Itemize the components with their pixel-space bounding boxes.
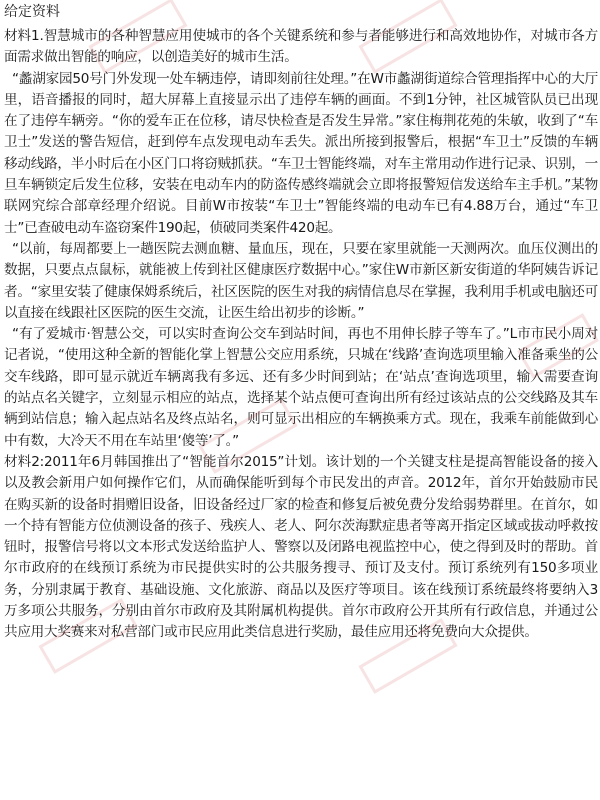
paragraph-vehicle: “蠡湖家园50号门外发现一处车辆违停，请即刻前往处理。”在W市蠡湖街道综合管理指挥中心的大厅里，语音播报的同时，超大屏幕上直接显示出了违停车辆的画面。不到1分钟，社区城管队员已出现在了违停车辆旁。“你的爱车正在位移，请尽快检查是否发生异常。”家住梅荆花苑的朱敏，收到了“车卫士”发送的警告短信，赶到停车点发现电动车丢失。派出所接到报警后，根据“车卫士”反馈的车辆移动线路，半小时后在小区门口将窃贼抓获。“车卫士智能终端，对车主常用动作进行记录、识别，一旦车辆锁定后发生位移，安装在电动车内的防盗传感终端就会立即将报警短信发送给车主手机。”某物联网究综合部章经理介绍说。目前W市按装“车卫士”智能终端的电动车已有4.88万台，通过“车卫士”已查破电动车盗窃案件190起，侦破同类案件420起。	[4, 70, 598, 236]
document-title: 给定资料	[4, 4, 60, 20]
document-body	[4, 26, 598, 644]
paragraph-health: “以前，每周都要上一趟医院去测血糖、量血压，现在，只要在家里就能一天测两次。血压仪测出的数据，只要点点鼠标，就能被上传到社区健康医疗数据中心。”家住W市新区新安街道的华阿姨告诉记者。“家里安装了健康保姆系统后，社区医院的医生对我的病情信息尽在掌握，我利用手机或电脑还可以直接在线跟社区医院的医生交流，让医生给出初步的诊断。”	[4, 240, 598, 321]
paragraph-material-2: 材料2:2011年6月韩国推出了“智能首尔2015”计划。该计划的一个关键支柱是提高智能设备的接入以及教会新用户如何操作它们，从而确保能听到每个市民发出的声音。2012年，首尔开始鼓励市民在购买新的设备时捐赠旧设备，旧设备经过厂家的检查和修复后被免费分发给弱势群里。在首尔，如一个持有智能方位侦测设备的孩子、残疾人、老人、阿尔茨海默症患者等离开指定区域或拔动呼救按钮时，报警信号将以文本形式发送给监护人、警察以及闭路电视监控中心，使之得到及时的帮助。首尔市政府的在线预订系统为市民提供实时的公共服务搜寻、预订及支付。预订系统列有150多项业务，分别隶属于教育、基础设施、文化旅游、商品以及医疗等项目。该在线预订系统最终将要纳入3万多项公共服务，分别由首尔市政府及其附属机构提供。首尔市政府公开其所有行政信息，并通过公共应用大奖赛来对私营部门或市民应用此类信息进行奖励，最佳应用还将免费向大众提供。	[4, 453, 598, 641]
paragraph-material-1: 材料1.智慧城市的各种智慧应用使城市的各个关键系统和参与者能够进行和高效地协作，对城市各方面需求做出智能的响应，以创造美好的城市生活。	[4, 28, 598, 66]
paragraph-bus: “有了爱城市·智慧公交，可以实时查询公交车到站时间，再也不用伸长脖子等车了。”L市市民小周对记者说，“使用这种全新的智能化掌上智慧公交应用系统，只城在‘线路’查询选项里输入准备乘坐的公交车线路，即可显示就近车辆离我有多远、还有多少时间到站；在‘站点’查询选项里，输入需要查询的站点名关键字，立刻显示相应的站点，选择某个站点便可查询出所有经过该站点的公交线路及其车辆到站信息；输入起点站名及终点站名，则可显示出相应的车辆换乘方式。现在，我乘车前能做到心中有数，大冷天不用在车站里‘傻等’了。”	[4, 326, 598, 449]
